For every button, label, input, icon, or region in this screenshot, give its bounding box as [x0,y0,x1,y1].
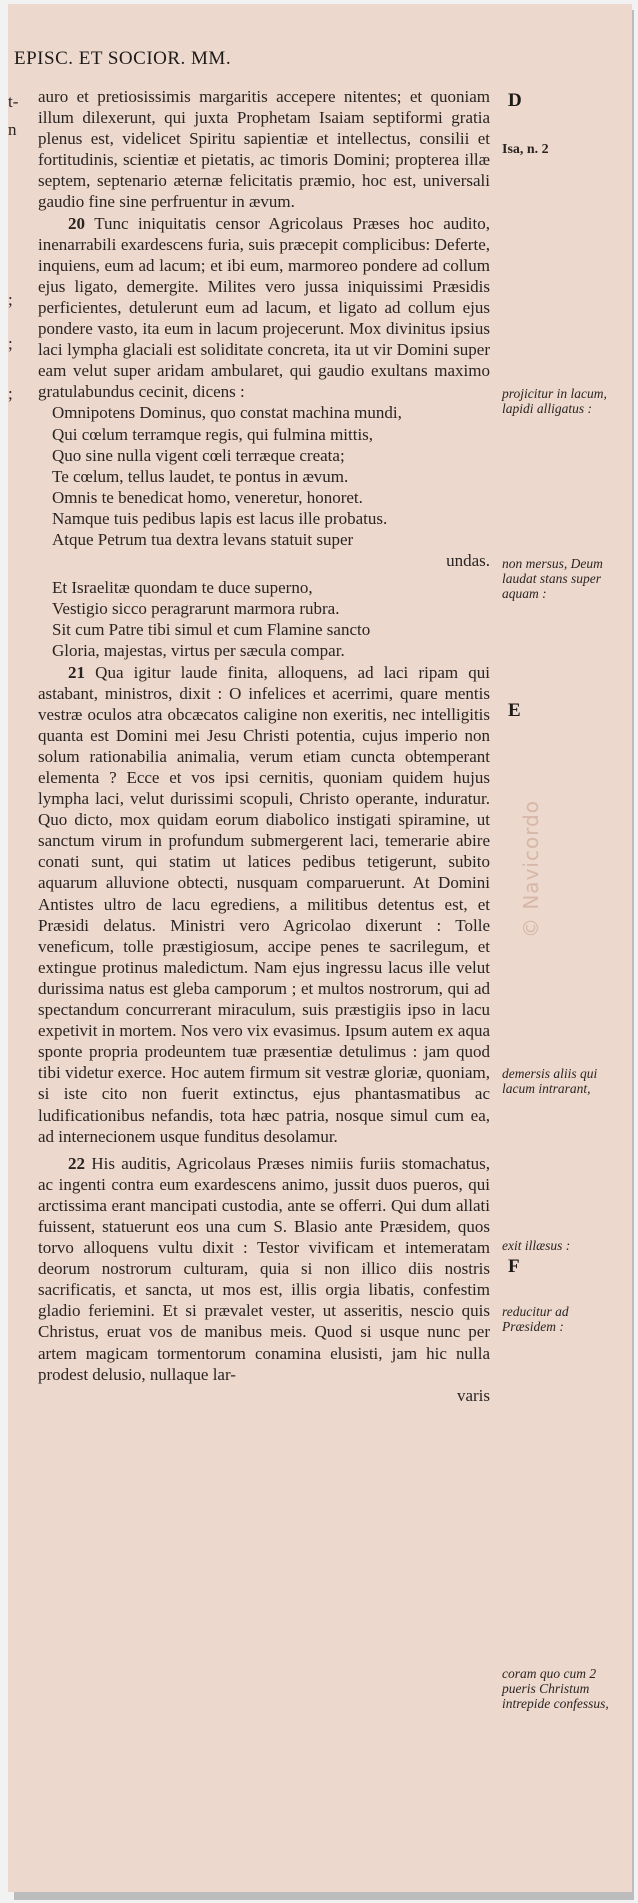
margin-scripture-reference: Isa, n. 2 [502,142,549,157]
paragraph-20 [38,213,490,403]
paragraph-20-text: Tunc iniquitatis censor Agricolaus Præses hoc audito, inenarrabili exardescens furia, suis præcepit complicibus: Deferte, inquiens, eum ad lacum; et ibi eum, marmoreo pondere ad collum ejus ligato, demergite. Milites vero jussa iniquissimi Præsidis perficientes, detulerunt eum ad lacum, et ligato ad collum ejus pondere vasto, ita eum in lacum projecerunt. Mox divinitus ipsius laci lympha glaciali est soliditate concreta, ita ut vir Domini super eam velut super aridam ambularet, qui gaudio exultans maximo gratulabundus cecinit, dicens : [38,213,490,402]
paragraph-22-text: His auditis, Agricolaus Præses nimiis furiis stomachatus, ac ingenti contra eum exardescens animo, jussit duos pueros, qui arctissima erant mancipati custodia, ante se offerri. Qui dum allati fuissent, statuerunt eos una cum S. Blasio ante Præsidem, quos torvo alloquens vultu dixit : Testor vivificam et intemeratam deorum nostrorum culturam, quia si non illico diis nostris sacrificatis, et sancta, ut mos est, illis orgia libatis, confestim gladio feriemini. Et si prævalet vester, ut asseritis, nescio quis Christus, eruat vos de manibus meis. Quod si usque nunc per artem magicam tormentorum conamina elusisti, jam hic nulla prodest delusio, nullaque lar- [38,1153,491,1384]
margin-note-coram: coram quo cum 2 pueris Christum intrepide confessus, [502,1666,609,1711]
hymn-verse-2 [38,577,490,661]
paragraph-21-text: Qua igitur laude finita, alloquens, ad laci ripam qui astabant, ministros, dixit : O infelices et acerrimi, quare mentis vestræ oculos atra obcæcatos caligine non exeritis, nec intelligitis quanta est Domini mei Jesu Christi potentia, cujus imperio non solum rationabilia animalia, verum etiam cuncta obtemperant elementa ? Ecce et vos ipsi cernitis, quoniam quidem hujus lympha laci, velut durissimi scopuli, Christo operante, induratur. Quo dicto, mox quidam eorum diabolico instigati spiramine, ut sanctum virum in profundum submergerent laci, temerarie abire conati sunt, qui statim ut latices pedibus tetigerunt, subito aquarum alluvione obtecti, nusquam comparuerunt. At Domini Antistes ultro de lacu egrediens, a militibus detentus est, et Præsidi delatus. Ministri vero Agricolao dixerunt : Tolle veneficum, tolle præstigiosum, accipe penes te sacrilegum, et extingue protinus maledictum. Nam ejus ingressu lacus ille velut durissima natus est gleba camporum ; et multos nostrorum, qui ad spectandum concurrerant miraculum, suis præstigiis ipso in lacu expetivit in mortem. Nos vero vix evasimus. Ipsum autem ex aqua sponte propria prodeuntem tuæ præsentiæ detulimus : jam quod tibi videtur exerce. Hoc autem firmum sit vestræ gloriæ, quoniam, si iste cito non fuerit extinctus, ejus phantasmatibus ac ludificationibus nefandis, tota hæc patria, nosque simul cum ea, ad internecionem usque funditus desolamur. [38,662,490,1146]
verse-line: Omnipotens Dominus, quo constat machina mundi, [52,403,402,423]
verse-line: Sit cum Patre tibi simul et cum Flamine sancto [52,620,371,640]
verse-line: Te cœlum, tellus laudet, te pontus in ævum. [52,466,349,486]
verse-line: Omnis te benedicat homo, veneretur, honoret. [52,487,363,507]
paragraph-number: 21 [68,662,85,682]
verse-line-continuation: undas. [446,551,490,571]
margin-note-reducitur: reducitur ad Præsidem : [502,1304,569,1334]
verse-line: Namque tuis pedibus lapis est lacus ille probatus. [52,508,388,528]
paragraph-21 [38,662,490,1147]
left-margin-fragment: n [8,120,17,139]
verse-line: Vestigio sicco peragrarunt marmora rubra. [52,599,340,619]
margin-letter-d: D [508,90,522,111]
verse-line: Et Israelitæ quondam te duce superno, [52,578,313,598]
margin-note-exit: exit illæsus : [502,1238,571,1253]
verse-line: Quo sine nulla vigent cœli terræque creata; [52,445,345,465]
margin-note-projicitur: projicitur in lacum, lapidi alligatus : [502,386,607,416]
paragraph-22 [38,1153,490,1385]
margin-note-non-mersus: non mersus, Deum laudat stans super aquam : [502,556,603,601]
margin-letter-f: F [508,1256,520,1277]
paragraph-intro: auro et pretiosissimis margaritis accepere nitentes; et quoniam illum dilexerunt, qui juxta Prophetam Isaiam septiformi gratia plenus est, videlicet Spiritu sapientiæ et intellectus, consilii et fortitudinis, scientiæ et pietatis, ac timoris Domini; propterea illæ septem, septenario æternæ felicitatis præmio, hoc est, universali gaudio fine sine perfruentur in ævum. [38,87,490,212]
verse-line: Gloria, majestas, virtus per sæcula compar. [52,641,345,661]
left-margin-fragment: ; [8,384,13,403]
hymn-verse-1 [38,402,490,571]
left-margin-fragment: ; [8,334,13,353]
paragraph-22-end: varis [456,1385,490,1405]
watermark: © Navicordo [519,799,544,939]
verse-line: Atque Petrum tua dextra levans statuit super [52,529,354,549]
main-text [38,86,490,1406]
running-header: EPISC. ET SOCIOR. MM. [14,48,232,69]
margin-note-demersis: demersis aliis qui lacum intrarant, [502,1066,598,1096]
left-margin-fragment: ; [8,290,13,309]
verse-line: Qui cœlum terramque regis, qui fulmina mittis, [52,424,374,444]
paragraph-number: 20 [68,213,85,233]
book-page [8,4,632,1892]
left-margin-fragment: t- [8,92,19,111]
paragraph-number: 22 [68,1153,85,1173]
margin-letter-e: E [508,700,521,721]
